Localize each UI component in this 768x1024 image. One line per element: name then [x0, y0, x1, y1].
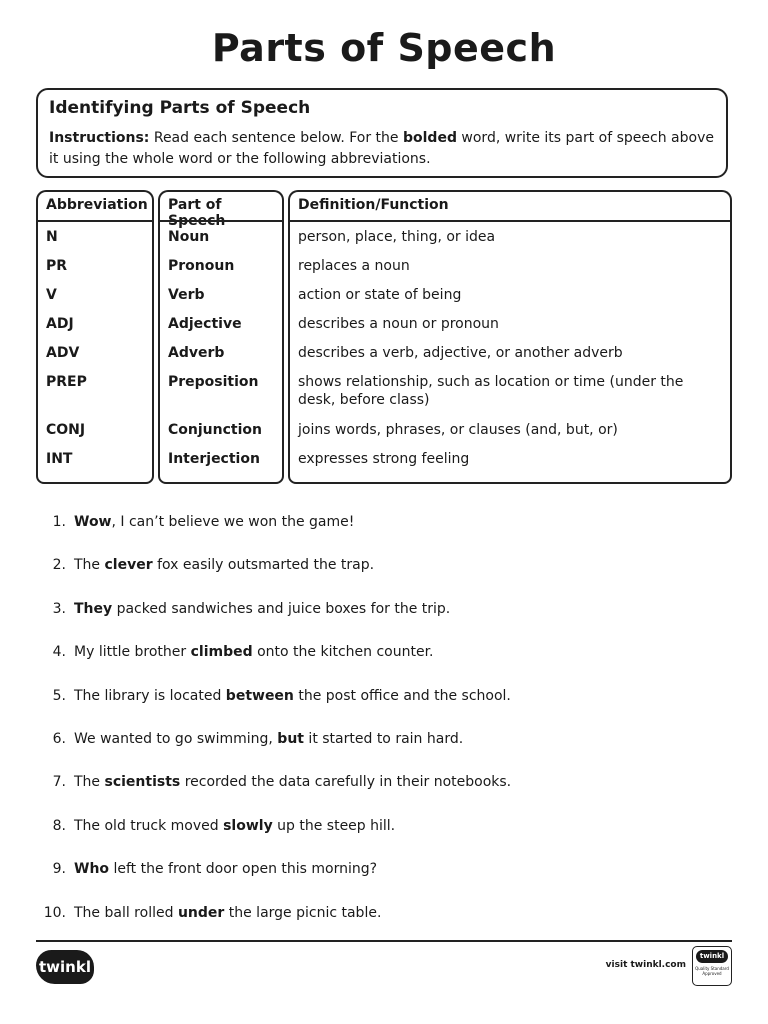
- question-item: [36, 512, 736, 555]
- header-part-of-speech: Part of Speech: [158, 190, 284, 224]
- part-of-speech-cell: Verb: [168, 287, 205, 303]
- question-number: 9.: [52, 861, 66, 878]
- question-text: [74, 729, 463, 772]
- instructions-bolded-word: bolded: [402, 130, 457, 146]
- question-text-after: packed sandwiches and juice boxes for the trip.: [112, 600, 451, 617]
- abbreviation-cell: N: [46, 229, 58, 245]
- question-number: 2.: [52, 557, 66, 574]
- question-text-before: My little brother: [74, 644, 191, 661]
- abbreviation-cell: INT: [46, 451, 73, 467]
- question-text-before: The old truck moved: [74, 817, 224, 834]
- question-number: 8.: [52, 817, 66, 834]
- question-number: 10.: [43, 904, 66, 921]
- question-number: 6.: [52, 730, 66, 747]
- question-text-before: The ball rolled: [74, 904, 178, 921]
- definition-cell: expresses strong feeling: [298, 451, 470, 467]
- abbreviation-cell: ADJ: [46, 316, 74, 332]
- question-text-before: The library is located: [74, 687, 226, 704]
- question-text-after: , I can’t believe we won the game!: [111, 514, 355, 530]
- definition-cell: action or state of being: [298, 287, 462, 303]
- question-text: [74, 599, 450, 642]
- question-text-before: We wanted to go swimming,: [74, 730, 278, 747]
- question-bolded-word: but: [277, 730, 304, 747]
- instructions-text: [49, 128, 715, 170]
- question-number: 3.: [52, 600, 66, 617]
- badge-logo: twinkl: [696, 950, 728, 963]
- question-text-after: recorded the data carefully in their notebooks.: [180, 774, 512, 791]
- footer-divider: [36, 940, 732, 942]
- instructions-heading: Identifying Parts of Speech: [49, 98, 311, 118]
- question-text-after: fox easily outsmarted the trap.: [152, 557, 375, 574]
- question-item: [36, 772, 736, 815]
- header-abbreviation: Abbreviation: [36, 190, 154, 224]
- abbreviation-cell: PREP: [46, 374, 87, 390]
- question-text-after: the large picnic table.: [224, 904, 382, 921]
- part-of-speech-cell: Preposition: [168, 374, 259, 390]
- instructions-label: Instructions:: [49, 130, 150, 146]
- question-text-before: The: [74, 557, 105, 574]
- question-text: [74, 816, 395, 859]
- question-list: [36, 512, 736, 946]
- part-of-speech-cell: Pronoun: [168, 258, 235, 274]
- question-item: [36, 859, 736, 902]
- question-text: [74, 555, 374, 598]
- question-text: [74, 642, 434, 685]
- question-bolded-word: They: [74, 600, 113, 617]
- definition-column: [288, 220, 732, 484]
- question-item: [36, 686, 736, 729]
- question-number: 4.: [52, 644, 66, 661]
- question-text-after: the post office and the school.: [293, 687, 511, 704]
- question-text-after: left the front door open this morning?: [109, 861, 378, 878]
- question-bolded-word: climbed: [190, 644, 253, 661]
- definition-cell: joins words, phrases, or clauses (and, but, or): [298, 422, 618, 438]
- question-text: [74, 686, 511, 729]
- question-item: [36, 816, 736, 859]
- question-text: [74, 512, 354, 555]
- instructions-part-b: word, write its part of speech above it using the whole word or the following abbreviations.: [49, 130, 714, 167]
- question-text: [74, 859, 377, 902]
- question-item: [36, 729, 736, 772]
- question-item: [36, 599, 736, 642]
- definition-cell: describes a verb, adjective, or another adverb: [298, 345, 623, 361]
- quality-badge: [692, 946, 732, 986]
- question-item: [36, 555, 736, 598]
- visit-link-text: visit twinkl.com: [605, 960, 686, 970]
- question-bolded-word: between: [225, 687, 294, 704]
- twinkl-logo: twinkl: [36, 950, 94, 984]
- page-title: Parts of Speech: [211, 26, 557, 70]
- definition-cell: describes a noun or pronoun: [298, 316, 499, 332]
- instructions-box: [36, 88, 728, 178]
- question-number: 7.: [52, 774, 66, 791]
- part-of-speech-cell: Conjunction: [168, 422, 262, 438]
- definition-cell: person, place, thing, or idea: [298, 229, 496, 245]
- abbreviation-cell: PR: [46, 258, 68, 274]
- question-text-before: The: [74, 774, 105, 791]
- question-text: [74, 772, 511, 815]
- question-text-after: up the steep hill.: [272, 817, 396, 834]
- part-of-speech-cell: Noun: [168, 229, 210, 245]
- definition-cell: shows relationship, such as location or time (under the desk, before class): [298, 374, 684, 408]
- definition-cell: replaces a noun: [298, 258, 410, 274]
- question-bolded-word: Who: [74, 861, 110, 878]
- badge-caption: Quality Standard Approved: [695, 966, 729, 976]
- question-bolded-word: clever: [104, 557, 153, 574]
- part-of-speech-column: [158, 220, 284, 484]
- question-number: 5.: [52, 687, 66, 704]
- instructions-part-a: Read each sentence below. For the: [149, 130, 403, 146]
- abbreviation-column: [36, 220, 154, 484]
- abbreviation-cell: ADV: [46, 345, 80, 361]
- question-number: 1.: [52, 514, 66, 530]
- question-text-after: it started to rain hard.: [303, 730, 464, 747]
- question-bolded-word: under: [177, 904, 225, 921]
- question-bolded-word: scientists: [104, 774, 181, 791]
- question-item: [36, 642, 736, 685]
- abbreviation-cell: V: [46, 287, 57, 303]
- question-text-after: onto the kitchen counter.: [252, 644, 434, 661]
- part-of-speech-cell: Adjective: [168, 316, 242, 332]
- header-definition: Definition/Function: [288, 190, 732, 224]
- part-of-speech-cell: Adverb: [168, 345, 225, 361]
- question-bolded-word: Wow: [74, 514, 112, 530]
- question-bolded-word: slowly: [223, 817, 273, 834]
- part-of-speech-cell: Interjection: [168, 451, 260, 467]
- abbreviation-cell: CONJ: [46, 422, 86, 438]
